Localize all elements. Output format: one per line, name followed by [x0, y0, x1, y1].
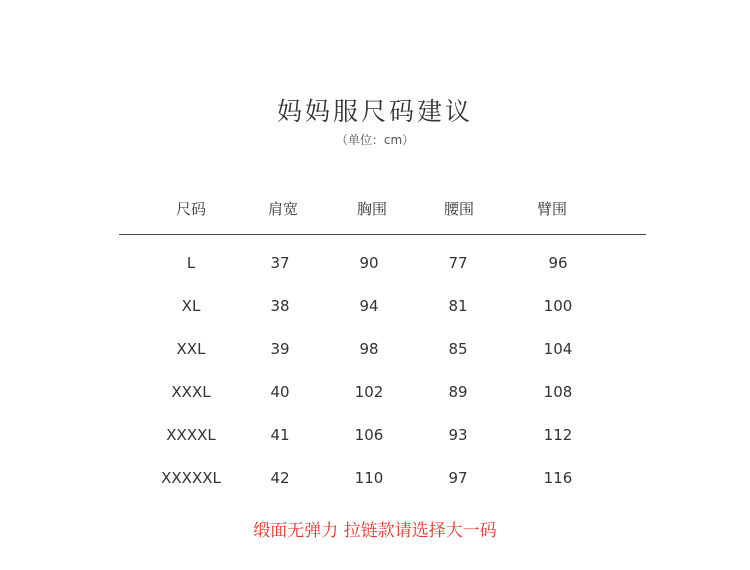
- cell-waist: 81: [448, 297, 468, 315]
- header-waist: 腰围: [443, 200, 474, 218]
- cell-chest: 102: [354, 383, 384, 401]
- cell-arm: 112: [543, 426, 573, 444]
- header-arm: 臂围: [536, 200, 567, 218]
- cell-size: XXXL: [171, 383, 211, 401]
- page-title: 妈妈服尺码建议: [276, 97, 473, 126]
- cell-arm: 104: [543, 340, 573, 358]
- cell-chest: 94: [359, 297, 379, 315]
- fit-note: 缎面无弹力 拉链款请选择大一码: [253, 521, 497, 541]
- cell-shoulder: 40: [270, 383, 290, 401]
- cell-waist: 89: [448, 383, 468, 401]
- header-chest: 胸围: [356, 200, 387, 218]
- cell-shoulder: 39: [270, 340, 290, 358]
- cell-shoulder: 42: [270, 469, 290, 487]
- cell-size: XXXXXL: [161, 469, 221, 487]
- cell-chest: 110: [354, 469, 384, 487]
- header-size: 尺码: [175, 200, 206, 218]
- cell-arm: 108: [543, 383, 573, 401]
- cell-shoulder: 37: [270, 254, 290, 272]
- header-shoulder: 肩宽: [267, 200, 298, 218]
- cell-arm: 116: [543, 469, 573, 487]
- cell-size: XL: [181, 297, 201, 315]
- cell-size: L: [186, 254, 196, 272]
- cell-arm: 100: [543, 297, 573, 315]
- cell-waist: 77: [448, 254, 468, 272]
- cell-size: XXXXL: [166, 426, 216, 444]
- cell-shoulder: 41: [270, 426, 290, 444]
- cell-shoulder: 38: [270, 297, 290, 315]
- cell-waist: 85: [448, 340, 468, 358]
- cell-arm: 96: [548, 254, 568, 272]
- cell-size: XXL: [176, 340, 206, 358]
- cell-waist: 93: [448, 426, 468, 444]
- cell-chest: 98: [359, 340, 379, 358]
- header-divider: [119, 234, 646, 235]
- unit-label: （单位：cm）: [335, 133, 415, 147]
- cell-chest: 106: [354, 426, 384, 444]
- cell-waist: 97: [448, 469, 468, 487]
- cell-chest: 90: [359, 254, 379, 272]
